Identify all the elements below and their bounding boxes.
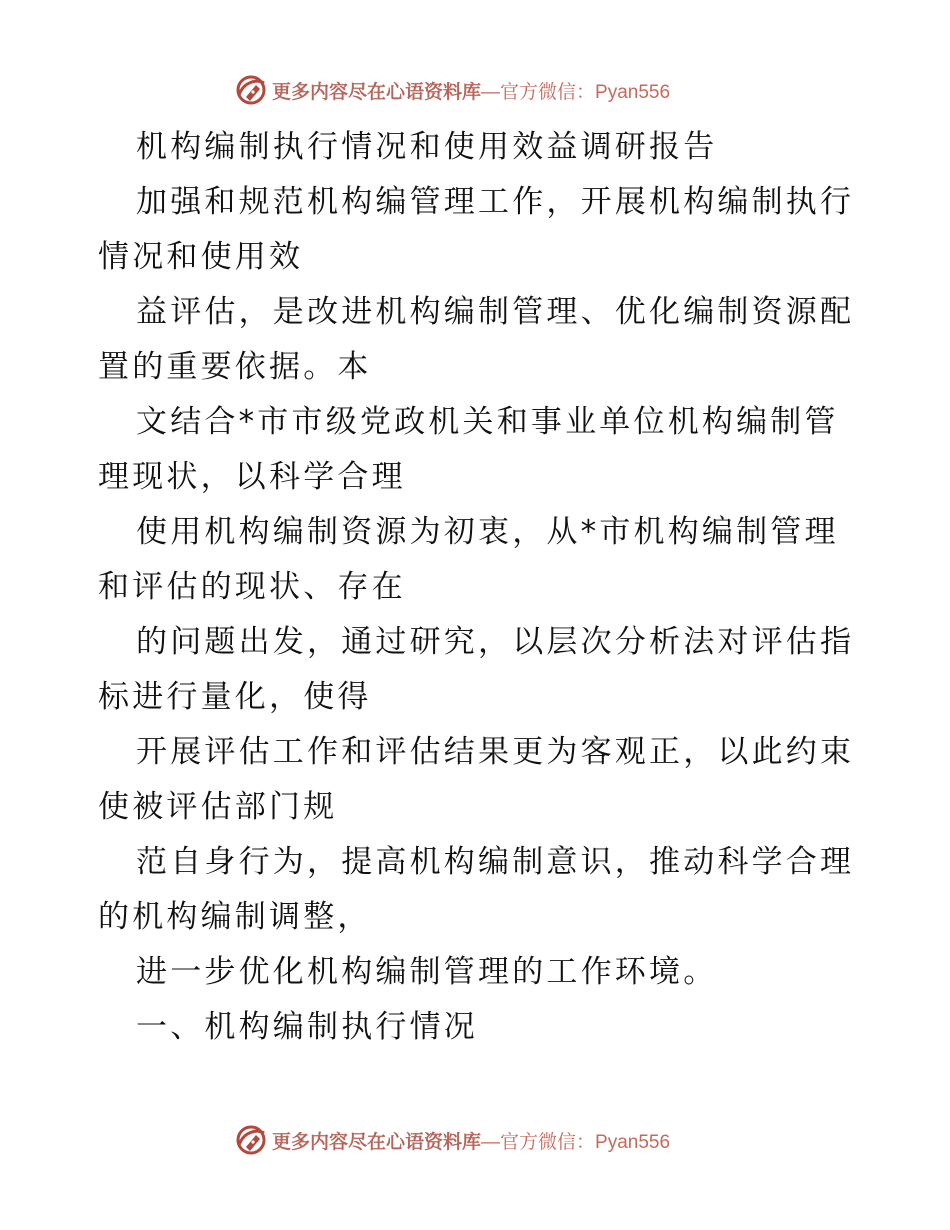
pen-nib-logo-icon (234, 73, 268, 107)
doc-line: 加强和规范机构编管理工作，开展机构编制执行 (136, 184, 855, 220)
doc-line: 的问题出发，通过研究，以层次分析法对评估指 (136, 624, 855, 660)
doc-line: 文结合*市市级党政机关和事业单位机构编制管 (136, 404, 839, 440)
banner-brand-text: 更多内容尽在心语资料库 (272, 80, 482, 103)
banner-brand-text: 更多内容尽在心语资料库 (272, 1130, 482, 1153)
footer-banner (234, 1122, 670, 1158)
doc-line: 进一步优化机构编制管理的工作环境。 (136, 954, 718, 990)
doc-line: 情况和使用效 (98, 239, 304, 275)
doc-line: 使用机构编制资源为初衷，从*市机构编制管理 (136, 514, 839, 550)
doc-line: 机构编制执行情况和使用效益调研报告 (136, 129, 718, 165)
banner-contact-text: —官方微信：Pyan556 (481, 81, 671, 103)
header-banner (234, 72, 670, 108)
doc-line: 标进行量化，使得 (98, 679, 372, 715)
document-body (98, 120, 858, 1055)
doc-line: 使被评估部门规 (98, 789, 338, 825)
doc-line: 的机构编制调整， (98, 899, 372, 935)
section-heading: 一、机构编制执行情况 (136, 1009, 478, 1045)
banner-contact-text: —官方微信：Pyan556 (481, 1131, 671, 1153)
doc-line: 益评估，是改进机构编制管理、优化编制资源配 (136, 294, 855, 330)
pen-nib-logo-icon (234, 1123, 268, 1157)
doc-line: 理现状，以科学合理 (98, 459, 406, 495)
doc-line: 开展评估工作和评估结果更为客观正，以此约束 (136, 734, 855, 770)
doc-line: 和评估的现状、存在 (98, 569, 406, 605)
doc-line: 置的重要依据。本 (98, 349, 372, 385)
doc-line: 范自身行为，提高机构编制意识，推动科学合理 (136, 844, 855, 880)
